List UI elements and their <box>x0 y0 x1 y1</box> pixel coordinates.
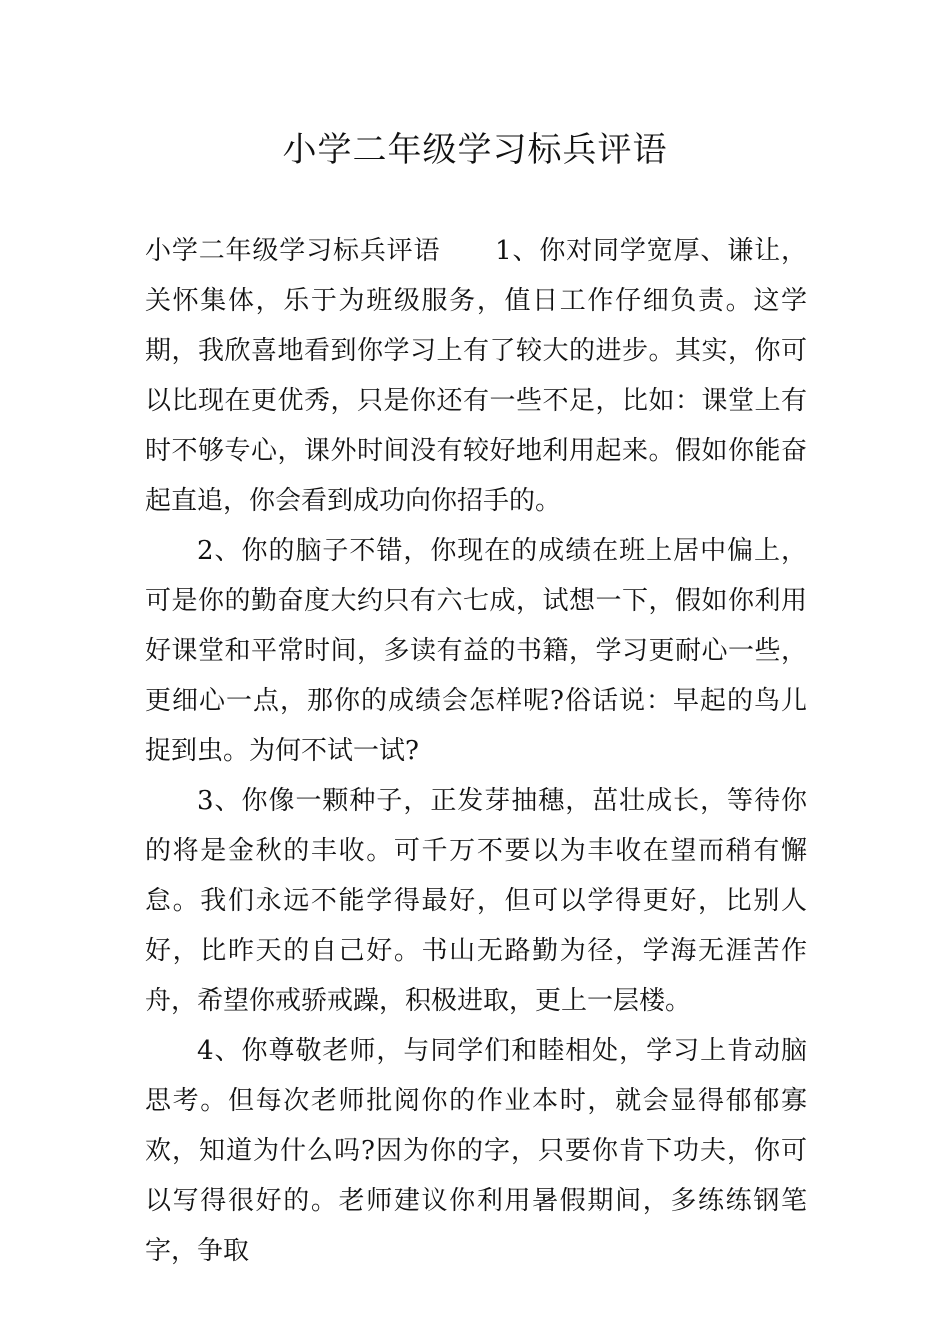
paragraph-2: 2、你的脑子不错，你现在的成绩在班上居中偏上，可是你的勤奋度大约只有六七成，试想一下，假如你利用好课堂和平常时间，多读有益的书籍，学习更耐心一些，更细心一点，那你的成绩会怎样呢?俗话说：早起的鸟儿捉到虫。为何不试一试? <box>145 536 807 766</box>
paragraph-1 <box>145 226 807 526</box>
intro-heading: 小学二年级学习标兵评语 <box>145 236 441 266</box>
paragraph-3: 3、你像一颗种子，正发芽抽穗，茁壮成长，等待你的将是金秋的丰收。可千万不要以为丰收在望而稍有懈怠。我们永远不能学得最好，但可以学得更好，比别人好，比昨天的自己好。书山无路勤为径，学海无涯苦作舟，希望你戒骄戒躁，积极进取，更上一层楼。 <box>145 786 807 1016</box>
document-body <box>145 226 807 1276</box>
paragraph-1-text: 1、你对同学宽厚、谦让，关怀集体，乐于为班级服务，值日工作仔细负责。这学期，我欣喜地看到你学习上有了较大的进步。其实，你可以比现在更优秀，只是你还有一些不足，比如：课堂上有时不够专心，课外时间没有较好地利用起来。假如你能奋起直追，你会看到成功向你招手的。 <box>145 236 807 516</box>
paragraph-4: 4、你尊敬老师，与同学们和睦相处，学习上肯动脑思考。但每次老师批阅你的作业本时，就会显得郁郁寡欢，知道为什么吗?因为你的字，只要你肯下功夫，你可以写得很好的。老师建议你利用暑假期间，多练练钢笔字，争取 <box>145 1036 807 1266</box>
document-title: 小学二年级学习标兵评语 <box>282 130 668 170</box>
